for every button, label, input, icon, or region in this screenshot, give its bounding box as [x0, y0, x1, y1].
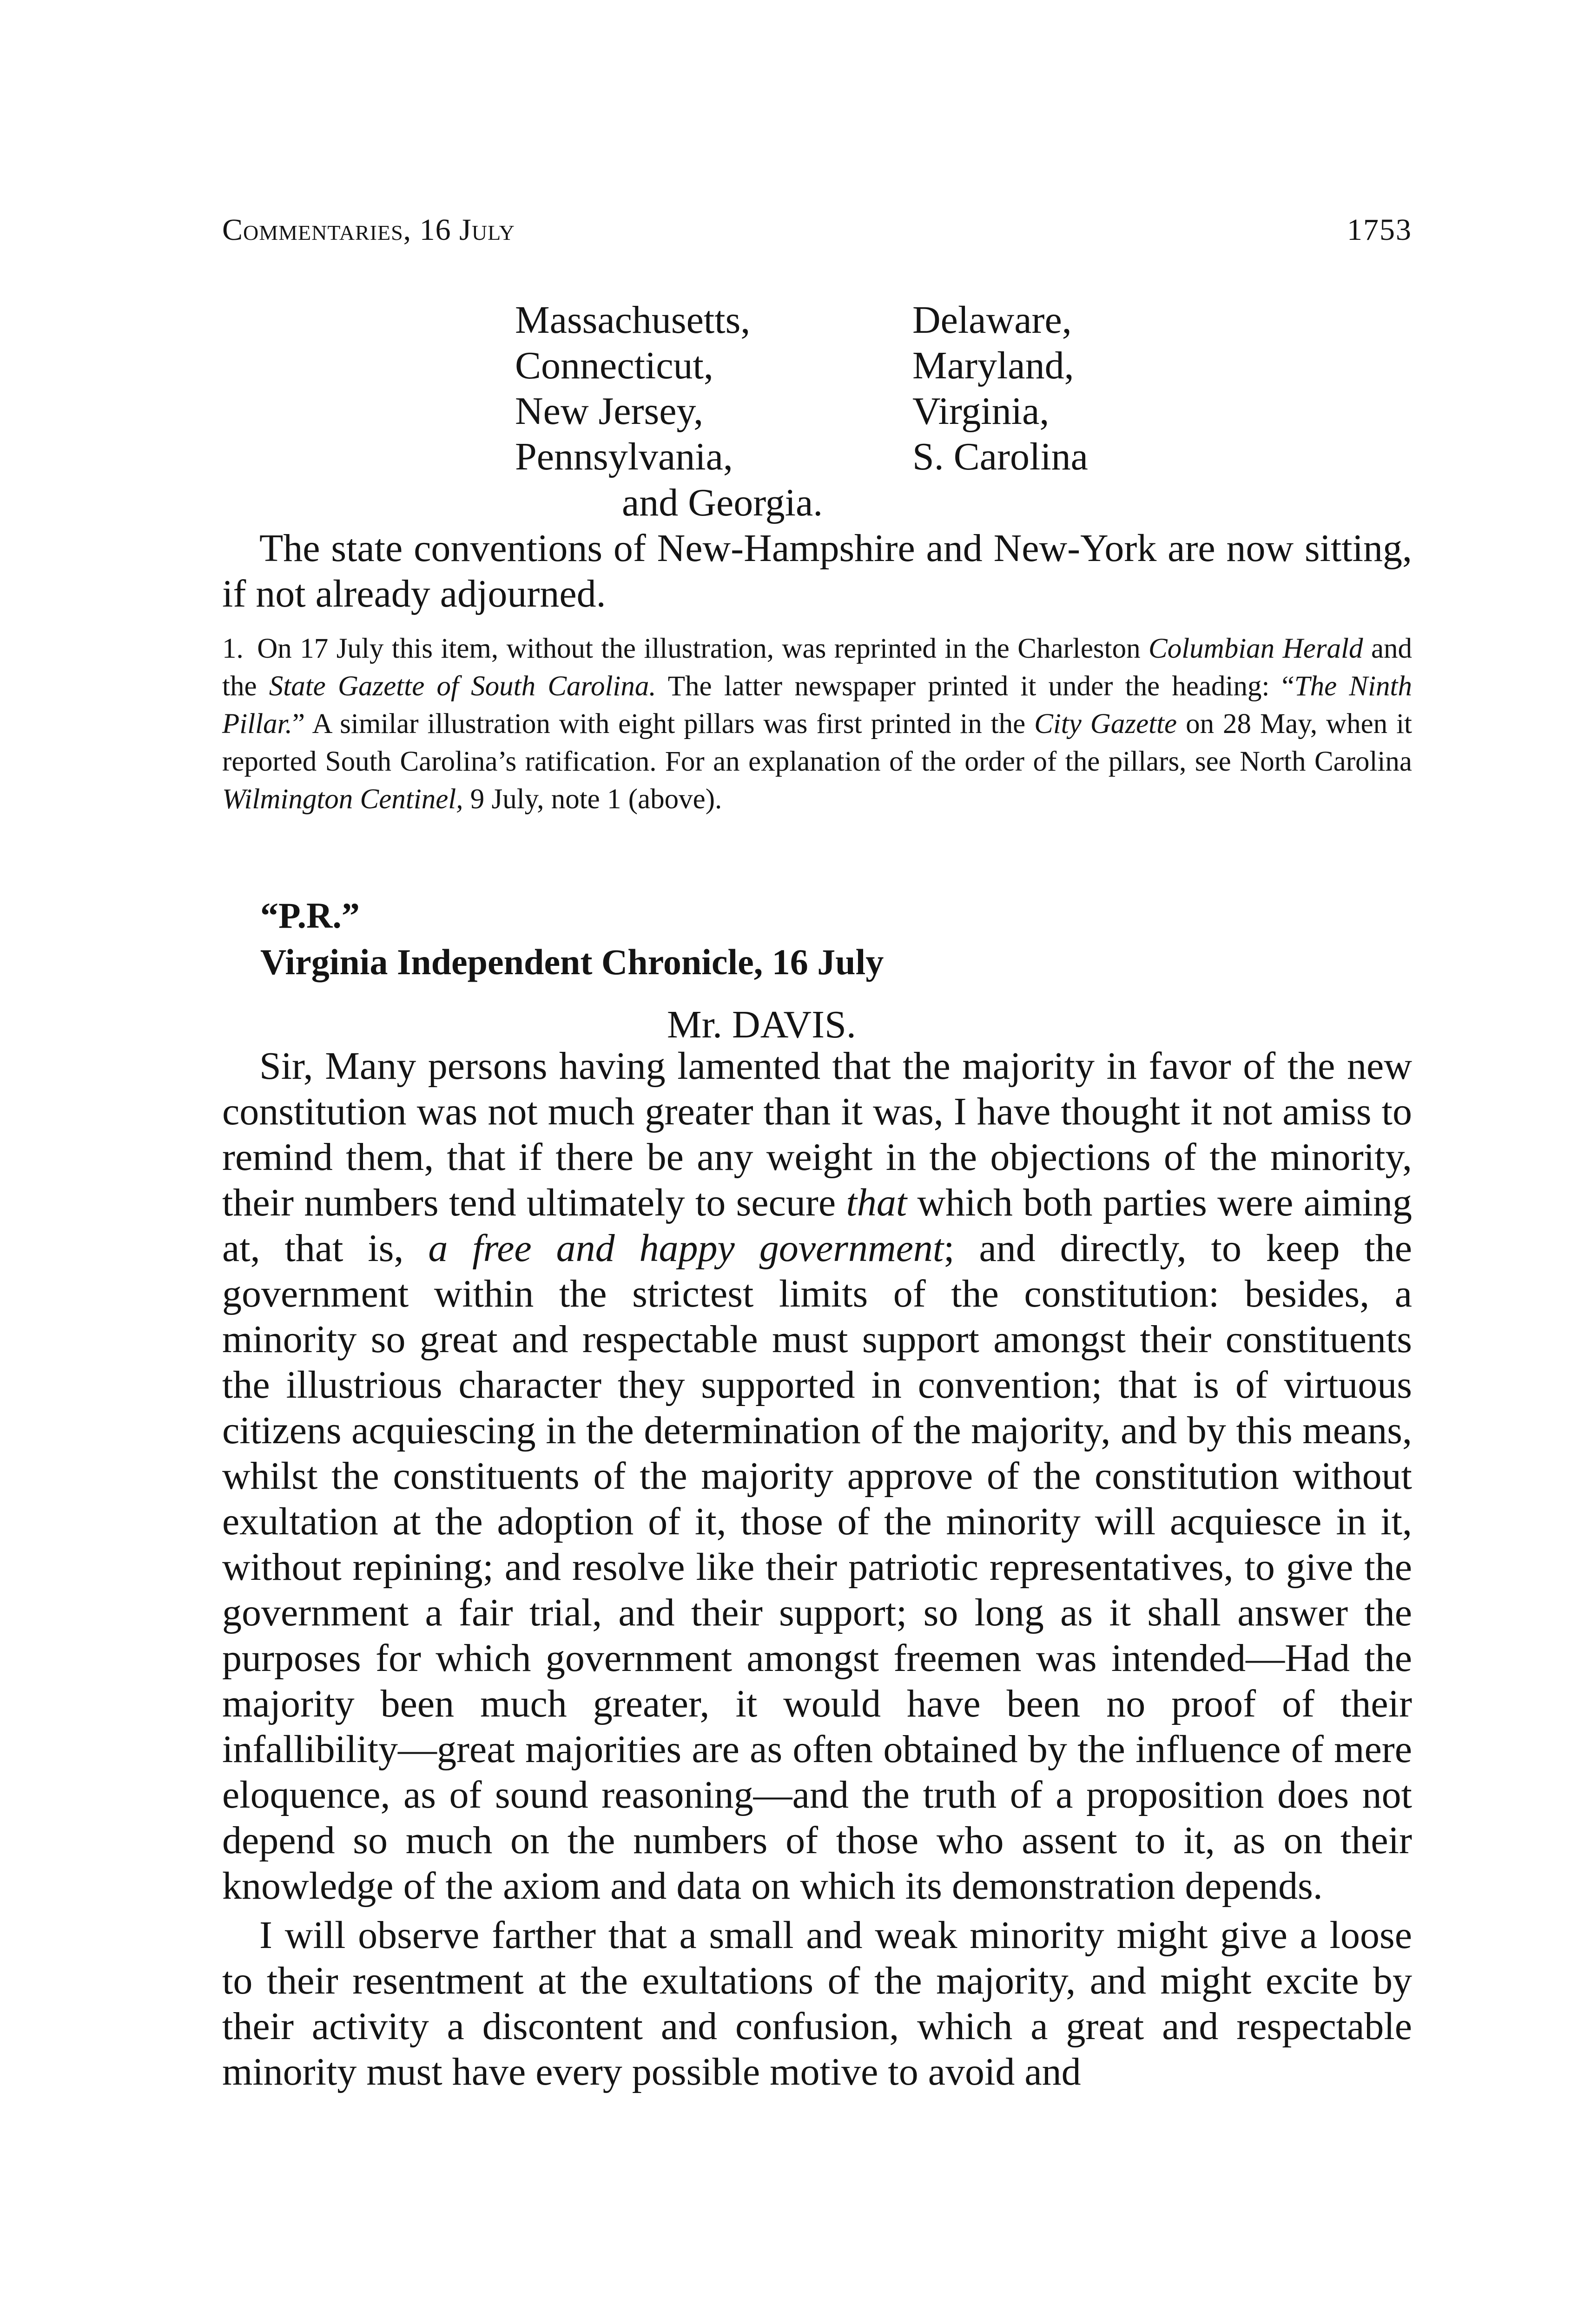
- state-row: [515, 434, 1166, 480]
- state-name: Massachusetts,: [515, 298, 751, 342]
- footnote-number: 1.: [222, 633, 244, 664]
- state-row: [515, 297, 1166, 343]
- newspaper-title: Wilmington Centinel,: [222, 784, 463, 815]
- running-title: Commentaries, 16 July: [222, 213, 515, 247]
- footnote-text: On 17 July this item, without the illustration, was reprinted in the Charleston: [257, 633, 1141, 664]
- state-row: [515, 343, 1166, 389]
- article-text: which both parties were aiming at, that is,: [222, 1181, 1413, 1270]
- state-name: Virginia,: [912, 390, 1050, 433]
- heading-quote: The Ninth Pillar.: [222, 671, 1412, 739]
- state-name: S. Carolina: [912, 435, 1088, 478]
- article-paragraph: I will observe farther that a small and weak minority might give a loose to their resentment at the exultations of the majority, and might excite by their activity a discontent and confusion, which a great and respectable minority must have every possible motive to avoid and: [222, 1914, 1412, 2093]
- running-header: [222, 205, 1412, 256]
- conventions-paragraph: The state conventions of New-Hampshire and New-York are now sitting, if not already adjourned.: [222, 527, 1412, 615]
- state-list-closing: and Georgia.: [622, 481, 823, 524]
- footnote-text: on 28 May, when it reported South Carolina’s ratification. For an explanation of the order of the pillars, see North Carolina: [222, 708, 1413, 777]
- state-name: Connecticut,: [515, 344, 713, 387]
- salutation: Mr. DAVIS.: [667, 1003, 856, 1046]
- emphasis: that: [846, 1181, 907, 1224]
- section-author-label: “P.R.”: [260, 895, 360, 936]
- footnote-text: 9 July, note 1 (above).: [470, 784, 722, 815]
- footnote-text: The latter newspaper printed it under the heading: “: [667, 671, 1294, 702]
- newspaper-title: State Gazette of South Carolina.: [269, 671, 656, 702]
- section-title: Virginia Independent Chronicle, 16 July: [260, 942, 884, 982]
- article-paragraph: [222, 1043, 1412, 1909]
- emphasis: a free and happy government: [428, 1227, 944, 1270]
- state-name: Delaware,: [912, 298, 1072, 342]
- state-name: Pennsylvania,: [515, 435, 733, 478]
- footnote-text: ” A similar illustration with eight pillars was first printed in the: [292, 708, 1026, 739]
- state-name: New Jersey,: [515, 390, 704, 433]
- article-text: Sir, Many persons having lamented that the majority in favor of the new constitution was not much greater than it was, I have thought it not amiss to remind them, that if there be any weight in the objections of the minority, their numbers tend ultimately to secure: [222, 1044, 1412, 1224]
- footnote-text: and the: [222, 633, 1413, 702]
- page-number: 1753: [1347, 213, 1412, 247]
- footnote: [222, 630, 1412, 818]
- ratifying-states-list: [515, 297, 1166, 480]
- state-row: [515, 389, 1166, 434]
- state-name: Maryland,: [912, 344, 1074, 387]
- newspaper-title: Columbian Herald: [1149, 633, 1363, 664]
- newspaper-title: City Gazette: [1034, 708, 1177, 739]
- article-text: ; and directly, to keep the government within the strictest limits of the constitution: besides, a minority so great and respectable must support amongst their constituents the illustrious character they supported in convention; that is of virtuous citizens acquiescing in the determination of the majority, and by this means, whilst the constituents of the majority approve of the constitution without exultation at the adoption of it, those of the minority will acquiesce in it, without repining; and resolve like their patriotic representatives, to give the government a fair trial, and their support; so long as it shall answer the purposes for which government amongst freemen was intended—Had the majority been much greater, it would have been no proof of their infallibility—great majorities are as often obtained by the influence of mere eloquence, as of sound reasoning—and the truth of a proposition does not depend so much on the numbers of those who assent to it, as on their knowledge of the axiom and data on which its demonstration depends.: [222, 1227, 1413, 1908]
- article-body: [222, 1043, 1412, 2095]
